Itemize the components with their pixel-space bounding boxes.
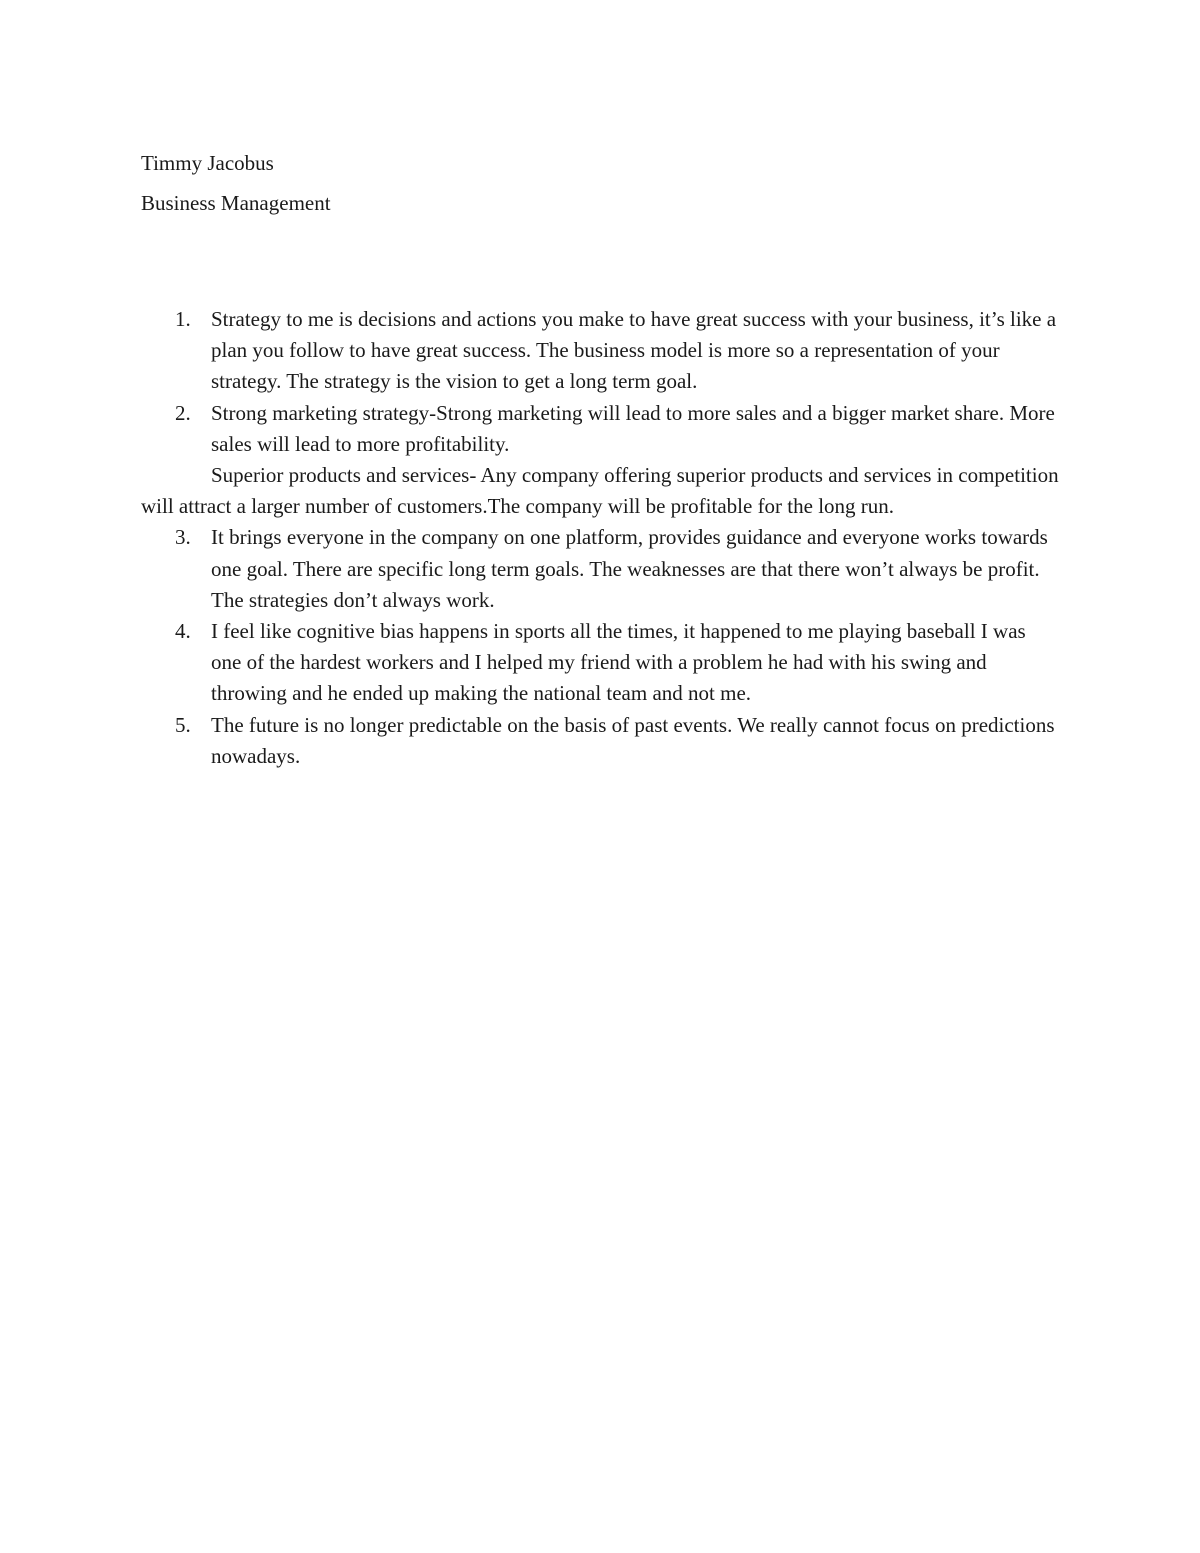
item-number: 1. — [175, 307, 191, 331]
item-text: The future is no longer predictable on the basis of past events. We really cannot focus on predictions nowadays. — [211, 712, 1055, 768]
item-number: 3. — [175, 525, 191, 550]
item-text: I feel like cognitive bias happens in sports all the times, it happened to me playing baseball I was one of the hardest workers and I helped my friend with a problem he had with his swing and throwing and he ended up making the national team and not me. — [211, 619, 1026, 706]
item-text: Strategy to me is decisions and actions you make to have great success with your business, it’s like a plan you follow to have great success. The business model is more so a representation of your strategy. The strategy is the vision to get a long term goal. — [211, 307, 1057, 394]
list-item — [141, 304, 1061, 398]
item-text: Strong marketing strategy-Strong marketing will lead to more sales and a bigger market share. More sales will lead to more profitability. — [211, 400, 1055, 456]
list-item — [141, 522, 1061, 616]
item-number: 2. — [175, 400, 191, 425]
list-item — [141, 398, 1061, 460]
course-title: Business Management — [141, 191, 331, 215]
list-item — [141, 710, 1061, 772]
item-number: 4. — [175, 619, 191, 644]
item-text: It brings everyone in the company on one platform, provides guidance and everyone works towards one goal. There are specific long term goals. The weaknesses are that there won’t always be profit. The strategies don’t always work. — [211, 525, 1048, 612]
list-item — [141, 616, 1061, 710]
answer-list — [141, 304, 1061, 772]
author-name: Timmy Jacobus — [141, 151, 274, 175]
item-number: 5. — [175, 712, 191, 737]
item-continuation: Superior products and services- Any company offering superior products and services in competition will attract a larger number of customers.The company will be profitable for the long run. — [141, 463, 1059, 519]
